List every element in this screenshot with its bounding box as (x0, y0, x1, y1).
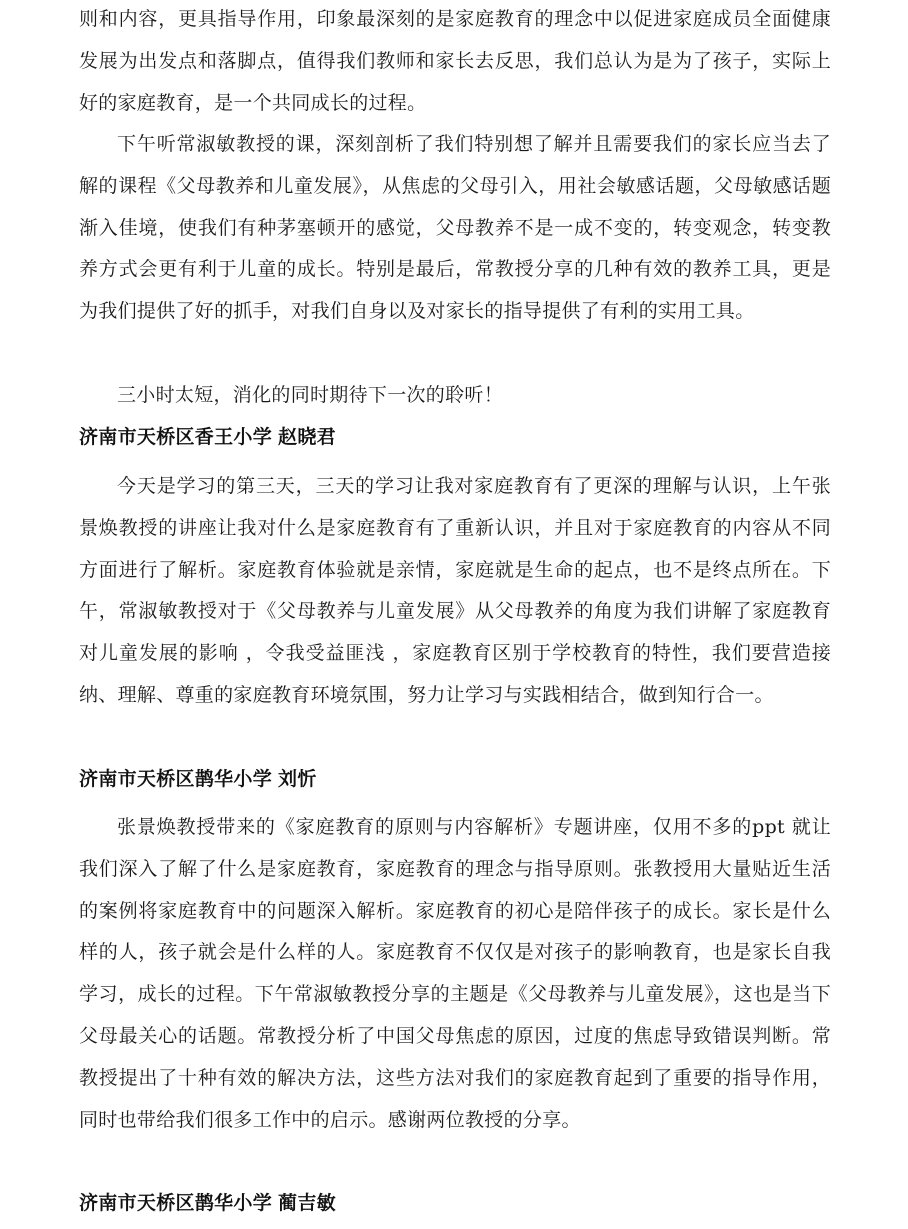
author-name: 蔺吉敏 (278, 1192, 336, 1214)
author-school: 济南市天桥区香王小学 (79, 426, 273, 448)
paragraph-closing-remark: 三小时太短，消化的同时期待下一次的聆听！ (117, 384, 504, 406)
author-heading (79, 759, 831, 801)
paragraph-third-day-reflection: 今天是学习的第三天，三天的学习让我对家庭教育有了更深的理解与认识，上午张景焕教授的讲座让我对什么是家庭教育有了重新认识，并且对于家庭教育的内容从不同方面进行了解析。家庭教育体验就是亲情，家庭就是生命的起点，也不是终点所在。下午，常淑敏教授对于《父母教养与儿童发展》从父母教养的角度为我们讲解了家庭教育对儿童发展的影响 ，令我受益匪浅 ，家庭教育区别于学校教育的特性，我们要营造接纳、理解、尊重的家庭教育环境氛围，努力让学习与实践相结合，做到知行合一。 (79, 475, 831, 706)
paragraph-afternoon-lecture: 下午听常淑敏教授的课，深刻剖析了我们特别想了解并且需要我们的家长应当去了解的课程《父母教养和儿童发展》，从焦虑的父母引入，用社会敏感话题，父母敏感话题渐入佳境，使我们有种茅塞顿开的感觉，父母教养不是一成不变的，转变观念，转变教养方式会更有利于儿童的成长。特别是最后，常教授分享的几种有效的教养工具，更是为我们提供了好的抓手，对我们自身以及对家长的指导提供了有利的实用工具。 (79, 133, 831, 323)
author-heading (79, 1183, 831, 1225)
author-heading (79, 417, 831, 459)
author-name: 赵晓君 (278, 426, 336, 448)
author-school: 济南市天桥区鹊华小学 (79, 768, 273, 790)
author-name: 刘忻 (278, 768, 317, 790)
paragraph-lecture-summary: 张景焕教授带来的《家庭教育的原则与内容解析》专题讲座，仅用不多的ppt 就让我们深入了解了什么是家庭教育，家庭教育的理念与指导原则。张教授用大量贴近生活的案例将家庭教育中的问题深入解析。家庭教育的初心是陪伴孩子的成长。家长是什么样的人，孩子就会是什么样的人。家庭教育不仅仅是对孩子的影响教育，也是家长自我学习，成长的过程。下午常淑敏教授分享的主题是《父母教养与儿童发展》，这也是当下父母最关心的话题。常教授分析了中国父母焦虑的原因，过度的焦虑导致错误判断。常教授提出了十种有效的解决方法，这些方法对我们的家庭教育起到了重要的指导作用，同时也带给我们很多工作中的启示。感谢两位教授的分享。 (79, 816, 831, 1131)
paragraph-continued: 则和内容，更具指导作用，印象最深刻的是家庭教育的理念中以促进家庭成员全面健康发展为出发点和落脚点，值得我们教师和家长去反思，我们总认为是为了孩子，实际上好的家庭教育，是一个共同成长的过程。 (79, 8, 831, 114)
author-school: 济南市天桥区鹊华小学 (79, 1192, 273, 1214)
